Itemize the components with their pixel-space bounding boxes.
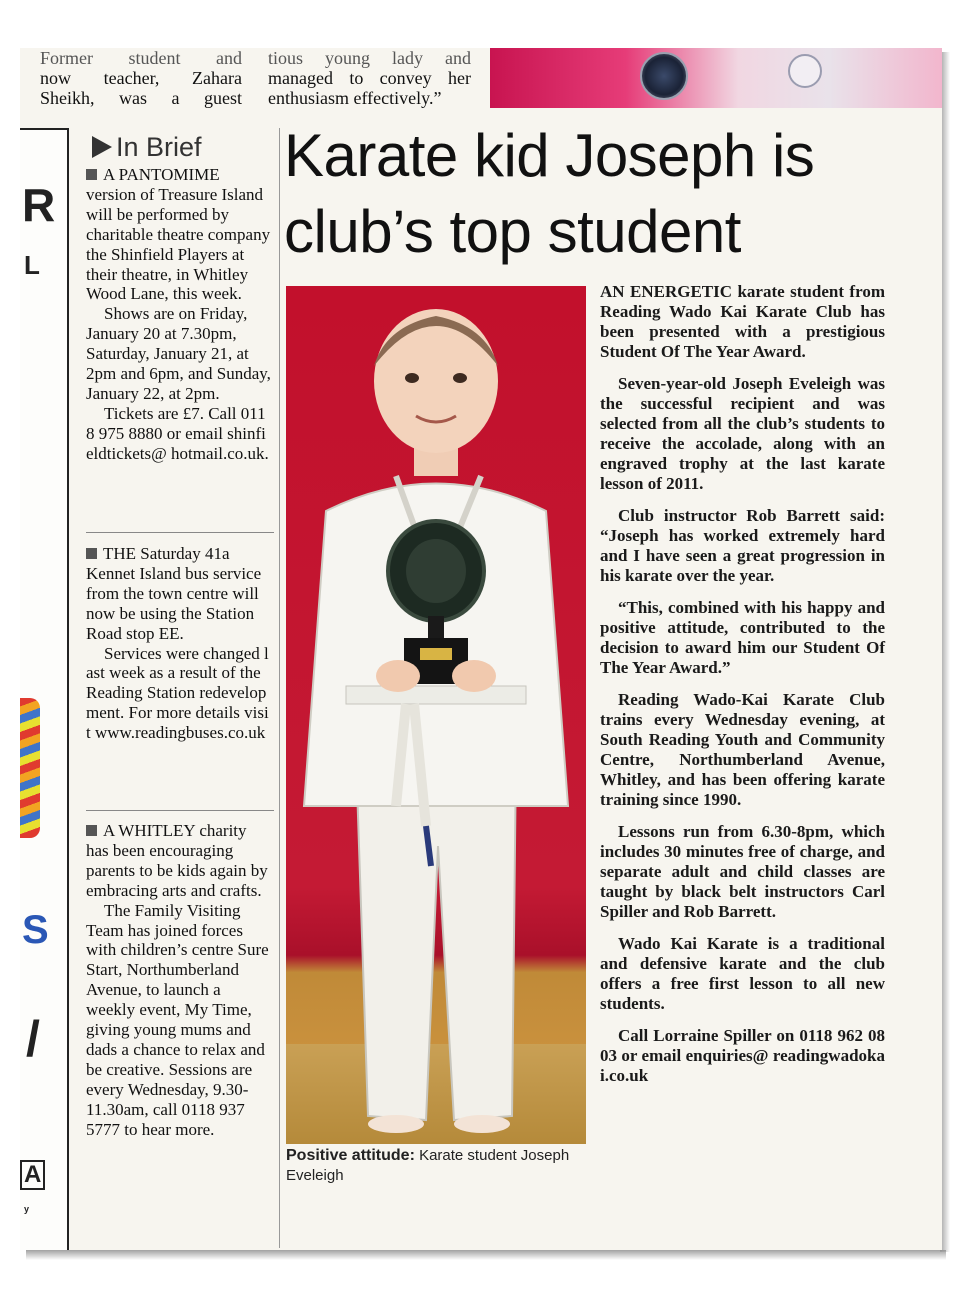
- striped-hat-image: [20, 698, 40, 838]
- continuation-line: Former student and: [40, 48, 242, 68]
- article-paragraph: Wado Kai Karate is a traditional and defensive karate and the club offers a free first lesson to all new students.: [600, 934, 885, 1013]
- brief-item-pantomime: [86, 165, 272, 464]
- brief-paragraph: A PANTOMIME version of Treasure Island will be performed by charitable theatre company the Shinfield Players at their theatre, in Whitley Wood Lane, this week.: [86, 165, 271, 304]
- article-paragraph: Call Lorraine Spiller on 0118 962 0803 or email enquiries@ readingwadokai.co.uk: [600, 1026, 885, 1086]
- article-paragraph: Club instructor Rob Barrett said: “Joseph has worked extremely hard and I have seen a great progression in his karate over the year.: [600, 506, 885, 585]
- brief-divider: [86, 810, 274, 811]
- advert-letter: /: [26, 1011, 40, 1067]
- column-rule: [279, 128, 280, 1248]
- brief-item-whitley-charity: [86, 821, 272, 1140]
- brief-item-bus-service: [86, 544, 272, 743]
- emblem-image: [788, 54, 822, 88]
- headline-line-1: Karate kid Joseph is: [284, 122, 815, 189]
- article-paragraph: Seven-year-old Joseph Eveleigh was the successful recipient and was selected from all the club’s students to receive the accolade, along with an engraved trophy at the last karate lesson of 2011.: [600, 374, 885, 493]
- brief-paragraph: Tickets are £7. Call 0118 975 8880 or email shinfieldtickets@ hotmail.co.uk.: [86, 403, 269, 463]
- caption-text: Karate student Joseph Eveleigh: [286, 1147, 570, 1184]
- continuation-line: enthusiasm effectively.”: [268, 88, 442, 108]
- brief-paragraph: THE Saturday 41a Kennet Island bus service from the town centre will now be using the Station Road stop EE.: [86, 544, 262, 643]
- article-paragraph: Reading Wado-Kai Karate Club trains every Wednesday evening, at South Reading Youth and Community Centre, Northumberland Avenue, Whitley, and has been offering karate training since 1990.: [600, 690, 885, 809]
- advert-letter: A: [20, 1160, 45, 1190]
- in-brief-heading: [92, 132, 202, 163]
- article-headline: [284, 118, 934, 270]
- top-continuation-column-1: [40, 48, 242, 108]
- article-paragraph: AN ENERGETIC karate student from Reading Wado Kai Karate Club has been presented with a prestigious Student Of The Year Award.: [600, 282, 885, 361]
- brief-divider: [86, 532, 274, 533]
- newspaper-clipping: [20, 48, 942, 1250]
- bullet-square-icon: [86, 548, 97, 559]
- in-brief-heading-text: In Brief: [116, 132, 202, 162]
- bullet-square-icon: [86, 169, 97, 180]
- continuation-line: now teacher, Zahara: [40, 68, 242, 88]
- brief-paragraph: Services were changed last week as a result of the Reading Station redevelopment. For more details visit www.readingbuses.co.uk: [86, 643, 269, 743]
- brief-paragraph: A WHITLEY charity has been encouraging parents to be kids again by embracing arts and crafts.: [86, 821, 268, 900]
- continuation-line: managed to convey her: [268, 68, 471, 88]
- continuation-line: tious young lady and: [268, 48, 471, 68]
- medal-image: [640, 52, 688, 100]
- brief-paragraph: The Family Visiting Team has joined forces with children’s centre Sure Start, Northumberland Avenue, to launch a weekly event, My Time, giving young mums and dads a chance to relax and be creative. Sessions are every Wednesday, 9.30-11.30am, call 0118 937 5777 to hear more.: [86, 900, 269, 1139]
- page-shadow-bottom: [26, 1250, 946, 1260]
- article-paragraph: “This, combined with his happy and positive attitude, contributed to the decision to award him our Student Of The Year Award.”: [600, 598, 885, 677]
- article-paragraph: Lessons run from 6.30-8pm, which includes 30 minutes free of charge, and separate adult and child classes are taught by black belt instructors Carl Spiller and Rob Barrett.: [600, 822, 885, 921]
- advert-letter: L: [24, 250, 40, 280]
- brief-paragraph: Shows are on Friday, January 20 at 7.30pm, Saturday, January 21, at 2pm and 6pm, and Sunday, January 22, at 2pm.: [86, 304, 271, 403]
- top-continuation-column-2: [268, 48, 471, 108]
- article-body: [600, 282, 885, 1099]
- advert-letter: y: [24, 1204, 30, 1214]
- headline-line-2: club’s top student: [284, 198, 741, 265]
- top-photo-fragment: [490, 48, 942, 108]
- advert-letter: S: [22, 908, 49, 952]
- bullet-square-icon: [86, 825, 97, 836]
- advert-letter: R: [22, 179, 56, 231]
- boy-in-karate-gi-illustration: [286, 286, 586, 1144]
- caption-lead: Positive attitude:: [286, 1147, 415, 1164]
- photo-joseph-with-trophy: [286, 286, 586, 1144]
- continuation-line: Sheikh, was a guest: [40, 88, 242, 108]
- left-advert-fragment: [20, 128, 69, 1250]
- photo-caption: [286, 1146, 586, 1186]
- arrow-icon: [92, 136, 112, 158]
